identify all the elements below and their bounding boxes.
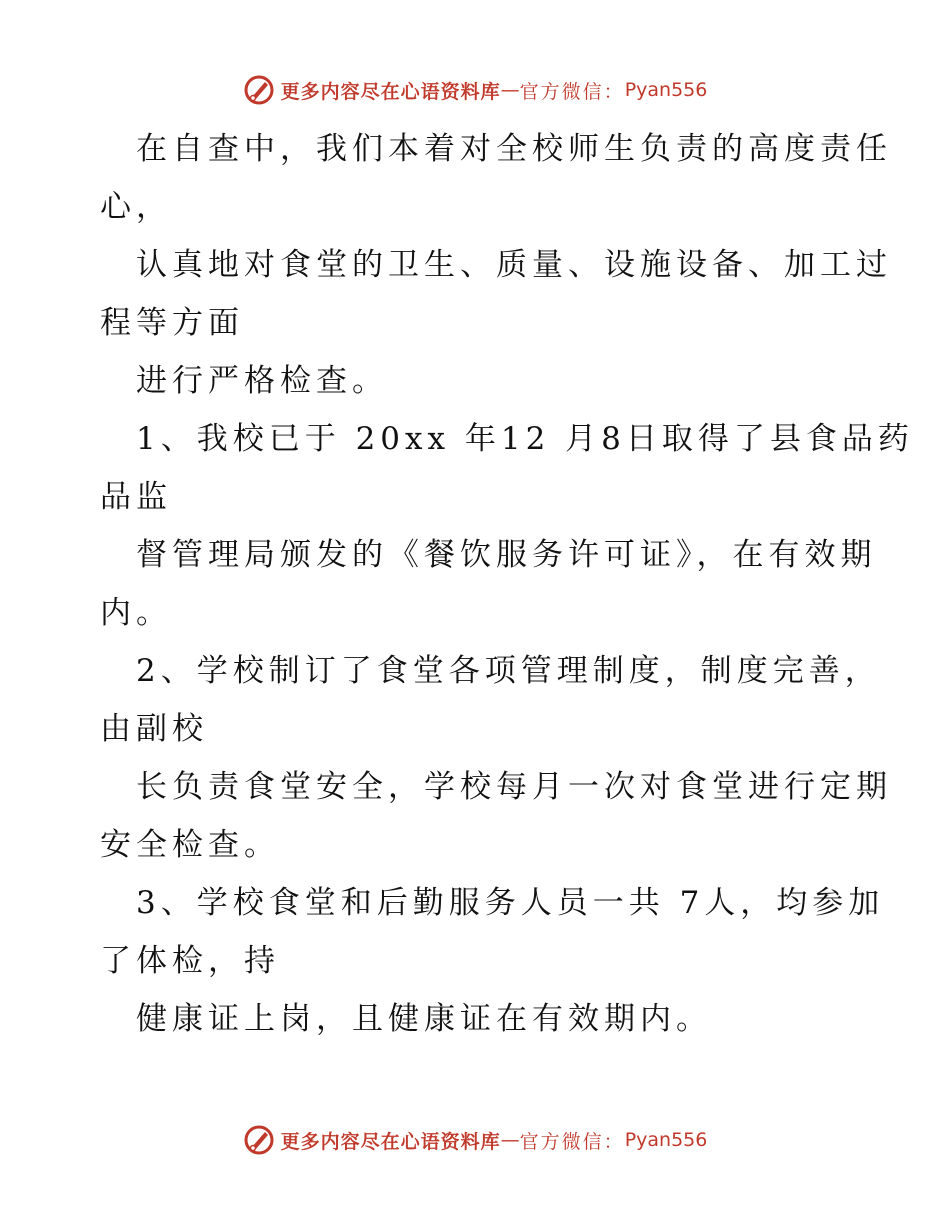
body-line: 品监	[100, 479, 172, 515]
banner-main-text: 更多内容尽在心语资料库	[280, 80, 501, 103]
banner-wechat-label: 官方微信：	[519, 1130, 625, 1153]
body-line: 程等方面	[100, 305, 244, 341]
body-line: 由副校	[100, 711, 208, 747]
body-line: 安全检查。	[100, 827, 280, 863]
body-line: 在自查中，我们本着对全校师生负责的高度责任	[136, 131, 892, 167]
body-line: 心，	[100, 189, 172, 225]
banner-dash: —	[500, 79, 520, 101]
pen-logo-icon	[243, 1124, 275, 1156]
pen-logo-icon	[243, 74, 275, 106]
banner-wechat-id: Pyan556	[624, 1129, 708, 1151]
body-line: 3、学校食堂和后勤服务人员一共 7人，均参加	[136, 885, 885, 921]
body-line: 认真地对食堂的卫生、质量、设施设备、加工过	[136, 247, 892, 283]
banner-wechat-label: 官方微信：	[519, 80, 625, 103]
body-line: 2、学校制订了食堂各项管理制度，制度完善，	[136, 653, 881, 689]
body-line: 内。	[100, 595, 172, 631]
header-banner	[0, 70, 950, 110]
banner-main-text: 更多内容尽在心语资料库	[280, 1130, 501, 1153]
banner-dash: —	[500, 1129, 520, 1151]
body-line: 健康证上岗，且健康证在有效期内。	[136, 1001, 712, 1037]
body-line: 进行严格检查。	[136, 363, 388, 399]
footer-banner	[0, 1120, 950, 1160]
banner-wechat-id: Pyan556	[624, 79, 708, 101]
body-line: 督管理局颁发的《餐饮服务许可证》，在有效期	[136, 537, 877, 573]
body-line: 长负责食堂安全，学校每月一次对食堂进行定期	[136, 769, 892, 805]
body-line: 了体检，持	[100, 943, 280, 979]
document-body	[100, 120, 914, 1048]
body-line: 1、我校已于 20xx 年12 月8日取得了县食品药	[136, 421, 914, 457]
